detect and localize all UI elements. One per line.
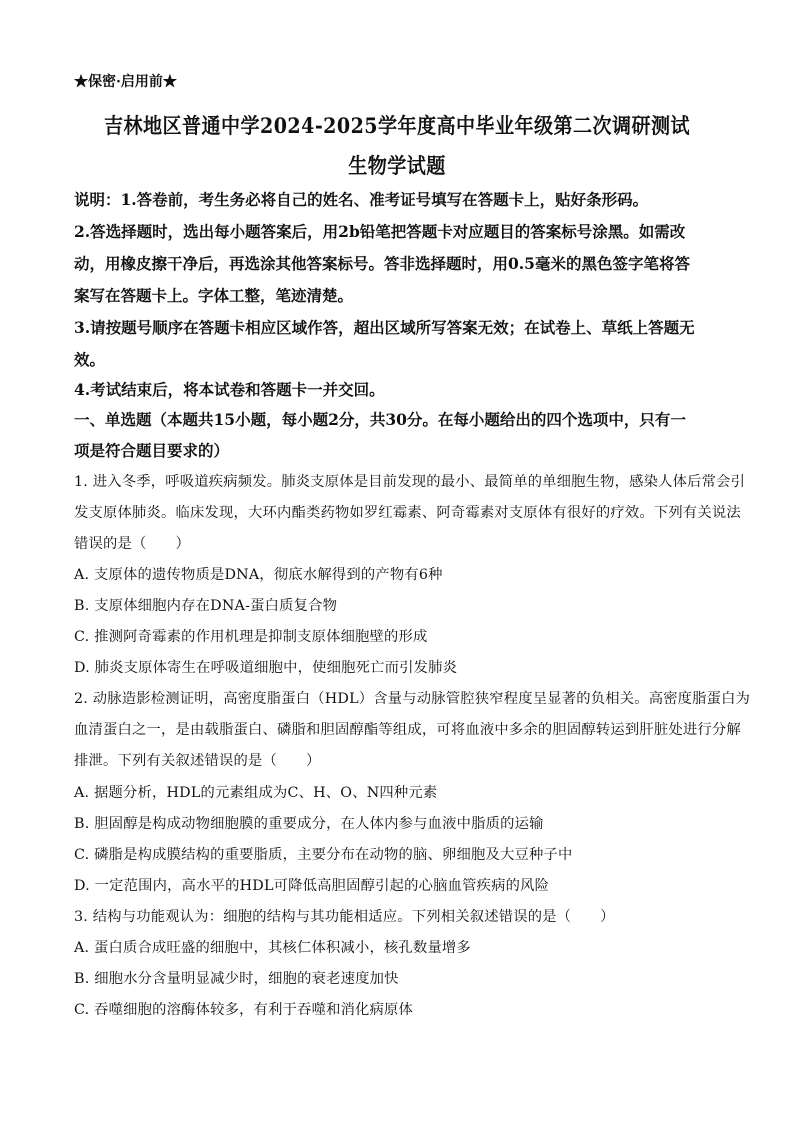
instruction-line: 2.答选择题时，选出每小题答案后，用2b铅笔把答题卡对应题目的答案标号涂黑。如需改 xyxy=(74,222,686,241)
section-heading: 项是符合题目要求的） xyxy=(74,441,230,460)
answer-option: C. 推测阿奇霉素的作用机理是抑制支原体细胞壁的形成 xyxy=(74,629,428,645)
exam-subtitle: 生物学试题 xyxy=(348,153,446,178)
answer-option: B. 支原体细胞内存在DNA-蛋白质复合物 xyxy=(74,598,338,614)
answer-option: B. 胆固醇是构成动物细胞膜的重要成分，在人体内参与血液中脂质的运输 xyxy=(74,816,544,832)
answer-option: C. 吞噬细胞的溶酶体较多，有利于吞噬和消化病原体 xyxy=(74,1002,414,1018)
answer-option: A. 据题分析，HDL的元素组成为C、H、O、N四种元素 xyxy=(74,785,438,801)
question-stem: 3. 结构与功能观认为：细胞的结构与其功能相适应。下列相关叙述错误的是（ ） xyxy=(74,909,615,925)
answer-option: A. 支原体的遗传物质是DNA，彻底水解得到的产物有6种 xyxy=(74,567,443,583)
question-stem: 发支原体肺炎。临床发现，大环内酯类药物如罗红霉素、阿奇霉素对支原体有很好的疗效。下列有关说法 xyxy=(74,505,741,521)
answer-option: A. 蛋白质合成旺盛的细胞中，其核仁体积减小，核孔数量增多 xyxy=(74,940,471,956)
instruction-line: 动，用橡皮擦干净后，再选涂其他答案标号。答非选择题时，用0.5毫米的黑色签字笔将答 xyxy=(74,254,690,273)
section-heading: 一、单选题（本题共15小题，每小题2分，共30分。在每小题给出的四个选项中，只有一 xyxy=(74,410,686,429)
question-stem: 1. 进入冬季，呼吸道疾病频发。肺炎支原体是目前发现的最小、最简单的单细胞生物，感染人体后常会引 xyxy=(74,474,746,490)
exam-title: 吉林地区普通中学2024-2025学年度高中毕业年级第二次调研测试 xyxy=(104,113,690,138)
instruction-line: 案写在答题卡上。字体工整，笔迹清楚。 xyxy=(74,286,354,305)
confidential-label: ★保密·启用前★ xyxy=(74,74,177,90)
instruction-line: 4.考试结束后，将本试卷和答题卡一并交回。 xyxy=(74,380,385,399)
answer-option: D. 肺炎支原体寄生在呼吸道细胞中，使细胞死亡而引发肺炎 xyxy=(74,660,458,676)
question-stem: 2. 动脉造影检测证明，高密度脂蛋白（HDL）含量与动脉管腔狭窄程度呈显著的负相关。高密度脂蛋白为 xyxy=(74,691,751,707)
answer-option: D. 一定范围内，高水平的HDL可降低高胆固醇引起的心脑血管疾病的风险 xyxy=(74,878,550,894)
instruction-line: 说明：1.答卷前，考生务必将自己的姓名、准考证号填写在答题卡上，贴好条形码。 xyxy=(74,190,649,209)
answer-option: C. 磷脂是构成膜结构的重要脂质，主要分布在动物的脑、卵细胞及大豆种子中 xyxy=(74,847,573,863)
question-stem: 血清蛋白之一，是由载脂蛋白、磷脂和胆固醇酯等组成，可将血液中多余的胆固醇转运到肝脏处进行分解 xyxy=(74,722,741,738)
instruction-line: 3.请按题号顺序在答题卡相应区域作答，超出区域所写答案无效；在试卷上、草纸上答题无 xyxy=(74,318,695,337)
answer-option: B. 细胞水分含量明显减少时，细胞的衰老速度加快 xyxy=(74,971,399,987)
question-stem: 错误的是（ ） xyxy=(74,536,190,552)
question-stem: 排泄。下列有关叙述错误的是（ ） xyxy=(74,753,321,769)
instruction-line: 效。 xyxy=(74,350,106,369)
